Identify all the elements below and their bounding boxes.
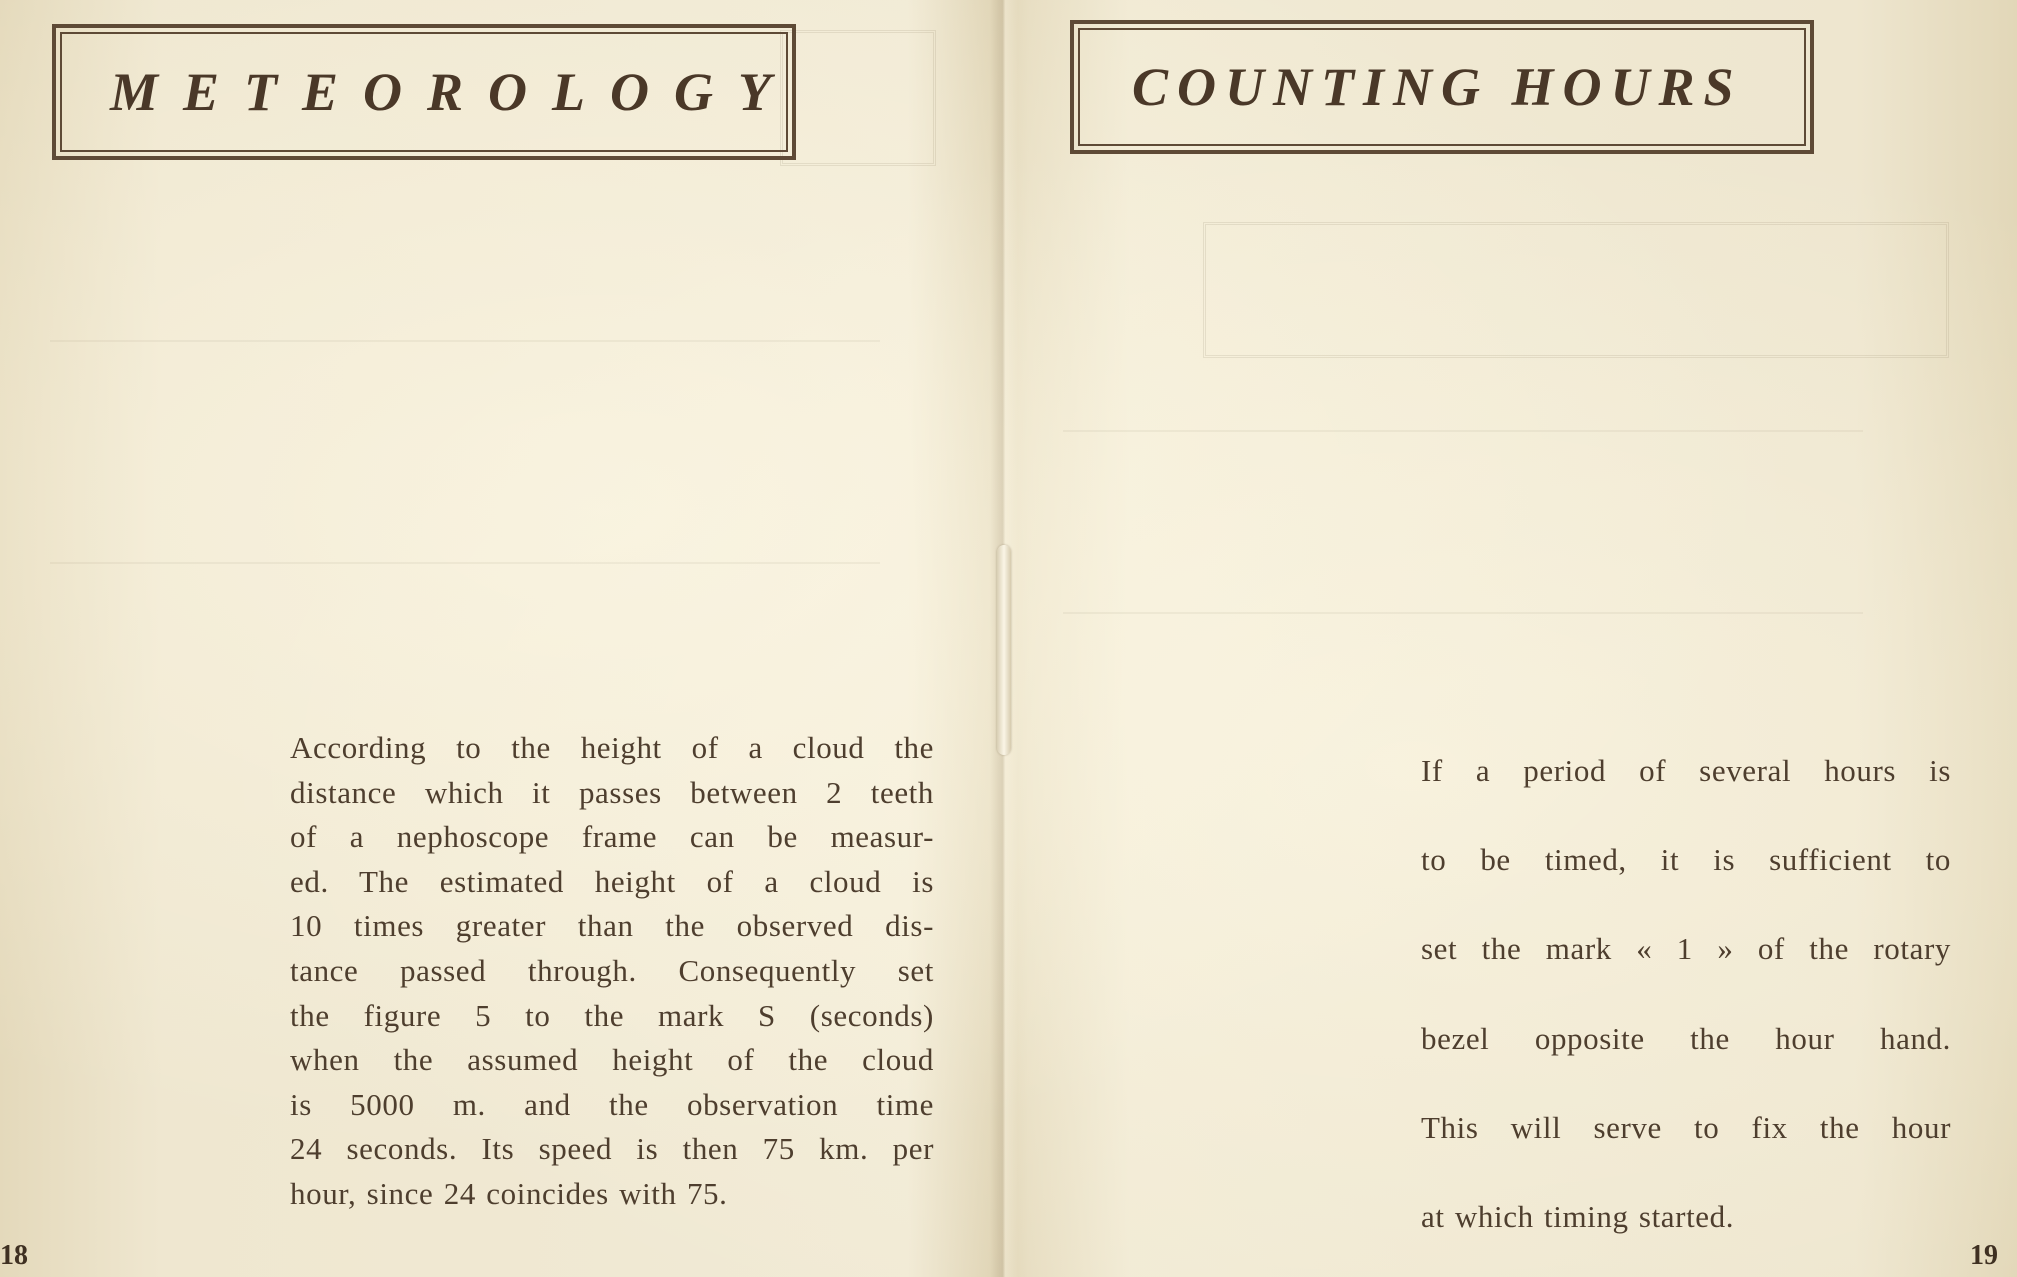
- left-page: [0, 0, 1003, 1277]
- text-line: 10 times greater than the observed dis-: [290, 908, 934, 944]
- show-through-text: [40, 200, 47, 246]
- text-line: distance which it passes between 2 teeth: [290, 774, 934, 810]
- text-line: According to the height of a cloud the: [290, 730, 934, 765]
- binding-staple: [997, 545, 1011, 755]
- text-line: If a period of several hours is: [1421, 753, 1951, 788]
- page-number: 18: [0, 1240, 28, 1271]
- text-line: the figure 5 to the mark S (seconds): [290, 997, 934, 1033]
- text-line: set the mark « 1 » of the rotary: [1421, 931, 1951, 967]
- show-through-title-frame: [1203, 222, 1949, 358]
- counting-hours-title-inner-frame: [1078, 28, 1806, 146]
- counting-hours-paragraph: [1421, 726, 1951, 1261]
- text-line: at which timing started.: [1421, 1198, 1735, 1234]
- page-title: METEOROLOGY: [110, 62, 797, 122]
- page-number: 19: [1970, 1240, 1998, 1271]
- meteorology-title-frame: [52, 24, 796, 160]
- text-line: 24 seconds. Its speed is then 75 km. per: [290, 1131, 934, 1167]
- show-through-text: [50, 340, 880, 564]
- counting-hours-title-frame: [1070, 20, 1814, 154]
- text-line: This will serve to fix the hour: [1421, 1109, 1951, 1145]
- page-title: COUNTING HOURS: [1132, 57, 1743, 117]
- text-line: bezel opposite the hour hand.: [1421, 1020, 1951, 1056]
- text-line: of a nephoscope frame can be measur-: [290, 819, 934, 855]
- text-line: ed. The estimated height of a cloud is: [290, 863, 934, 899]
- meteorology-title-inner-frame: [60, 32, 797, 152]
- text-line: hour, since 24 coincides with 75.: [290, 1175, 728, 1211]
- text-line: when the assumed height of the cloud: [290, 1042, 934, 1078]
- text-line: tance passed through. Consequently set: [290, 952, 934, 988]
- show-through-title-frame: [780, 30, 936, 166]
- text-line: to be timed, it is sufficient to: [1421, 842, 1951, 878]
- right-page: [1003, 0, 2017, 1277]
- meteorology-paragraph: [290, 726, 934, 1217]
- text-line: is 5000 m. and the observation time: [290, 1086, 934, 1122]
- show-through-text: [1063, 430, 1863, 614]
